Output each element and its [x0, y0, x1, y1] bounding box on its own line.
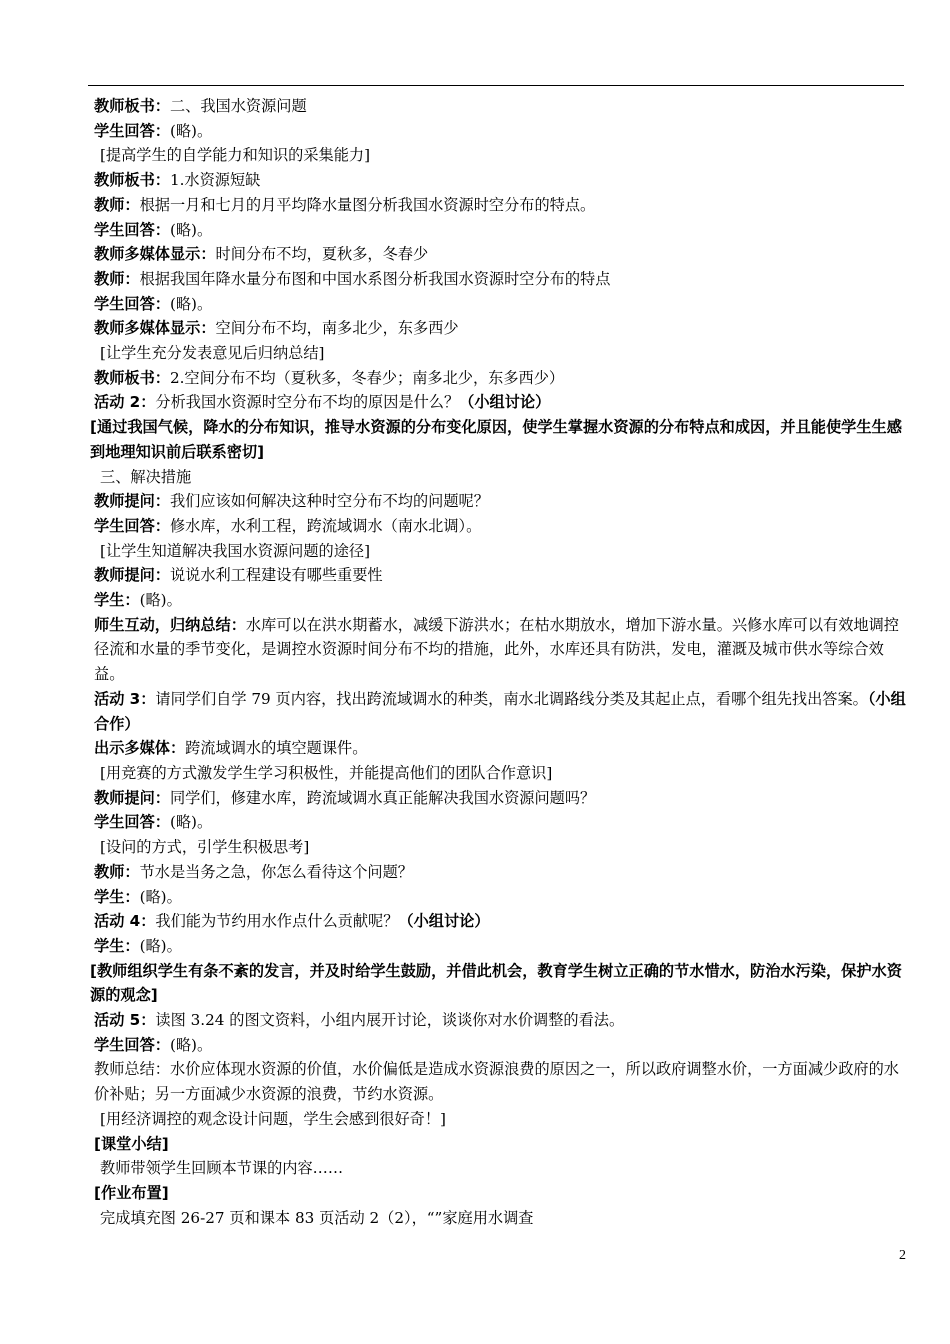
- text-line: [88, 119, 910, 144]
- line-label: 教师提问：: [94, 788, 170, 807]
- line-text: (略)。: [139, 591, 182, 610]
- activity-3-label: 活动 3：: [94, 689, 156, 708]
- text-line: [88, 539, 910, 564]
- line-label: 活动 4：: [94, 912, 156, 931]
- text-line: [88, 366, 910, 391]
- line-text: (略)。: [169, 294, 213, 313]
- line-text: (略)。: [169, 121, 213, 140]
- section-activity-5: [88, 1008, 910, 1057]
- bold-note-climate: [通过我国气候，降水的分布知识，推导水资源的分布变化原因，使学生掌握水资源的分布特点和成因，并且能使学生生感到地理知识前后联系密切]: [90, 418, 902, 461]
- line-text: [让学生充分发表意见后归纳总结]: [100, 344, 325, 363]
- line-label: 教师提问：: [94, 566, 170, 585]
- line-text: [让学生知道解决我国水资源问题的途径]: [100, 541, 371, 560]
- line-label: 出示多媒体：: [94, 739, 186, 758]
- summary-text: 水库可以在洪水期蓄水，减缓下游洪水；在枯水期放水，增加下游水量。兴修水库可以有效地调控径流和水量的季节变化，是调控水资源时间分布不均的措施，此外，水库还具有防洪，发电，灌溉及城市供水等综合效益。: [94, 615, 899, 684]
- line-text: 修水库，水利工程，跨流域调水（南水北调）。: [169, 516, 482, 535]
- line-text: (略)。: [169, 813, 213, 832]
- section-discussion: [88, 736, 910, 958]
- text-line: [88, 761, 910, 786]
- line-label: 教师：: [94, 269, 140, 288]
- text-line: [88, 390, 910, 415]
- line-text: 1.水资源短缺: [169, 171, 261, 190]
- line-label: 教师板书：: [94, 368, 170, 387]
- text-line: [88, 786, 910, 811]
- line-text: 根据我国年降水量分布图和中国水系图分析我国水资源时空分布的特点: [139, 269, 611, 288]
- line-label: 教师：: [94, 862, 140, 881]
- line-text: [提高学生的自学能力和知识的采集能力]: [100, 146, 371, 165]
- line-label: 教师多媒体显示：: [94, 245, 216, 264]
- homework-text: 完成填充图 26-27 页和课本 83 页活动 2（2），“”家庭用水调查: [100, 1208, 534, 1227]
- line-text: 跨流域调水的填空题课件。: [185, 739, 368, 758]
- line-text: (略)。: [139, 887, 182, 906]
- text-line: [88, 736, 910, 761]
- text-line: [88, 267, 910, 292]
- line-label: 学生：: [94, 887, 140, 906]
- line-label: 学生回答：: [94, 813, 170, 832]
- line-text: 时间分布不均，夏秋多，冬春少: [215, 245, 429, 264]
- line-text: 三、解决措施: [100, 467, 192, 486]
- teacher-summary: 教师总结：水价应体现水资源的价值，水价偏低是造成水资源浪费的原因之一，所以政府调整水价，一方面减少政府的水价补贴；另一方面减少水资源的浪费，节约水资源。: [94, 1060, 899, 1104]
- text-line: [88, 1008, 910, 1033]
- text-line: [88, 588, 910, 613]
- text-line: [88, 810, 910, 835]
- line-label: 学生回答：: [94, 1035, 170, 1054]
- text-line: [88, 242, 910, 267]
- line-label: 教师：: [94, 195, 140, 214]
- text-line: [88, 218, 910, 243]
- text-line: [88, 465, 910, 490]
- text-line: [88, 885, 910, 910]
- line-text: 空间分布不均，南多北少，东多西少: [215, 319, 459, 338]
- line-text: (略)。: [169, 220, 213, 239]
- text-line: [88, 292, 910, 317]
- line-text: 根据一月和七月的月平均降水量图分析我国水资源时空分布的特点。: [139, 195, 596, 214]
- line-label: 学生回答：: [94, 516, 170, 535]
- text-line: [88, 168, 910, 193]
- summary-label: 师生互动，归纳总结：: [94, 615, 246, 634]
- activity-3-paragraph: [88, 687, 910, 736]
- line-label: 教师多媒体显示：: [94, 319, 216, 338]
- line-text: (略)。: [169, 1035, 213, 1054]
- text-line: [88, 316, 910, 341]
- line-text: 分析我国水资源时空分布不均的原因是什么？: [155, 393, 460, 412]
- text-line: [88, 909, 910, 934]
- line-label: 学生：: [94, 936, 140, 955]
- bold-note-education: [教师组织学生有条不紊的发言，并及时给学生鼓励，并借此机会，教育学生树立正确的节水惜水，防治水污染，保护水资源的观念]: [90, 961, 902, 1005]
- page-number: 2: [899, 1248, 906, 1263]
- line-text: 同学们，修建水库，跨流域调水真正能解决我国水资源问题吗？: [169, 788, 596, 807]
- line-label: 学生回答：: [94, 220, 170, 239]
- note-economics: [用经济调控的观念设计问题，学生会感到很好奇！]: [100, 1109, 446, 1128]
- text-line: [88, 563, 910, 588]
- text-line: [88, 341, 910, 366]
- line-text: 我们能为节约用水作点什么贡献呢？: [155, 912, 399, 931]
- line-text: 我们应该如何解决这种时空分布不均的问题呢？: [169, 492, 489, 511]
- text-line: [88, 143, 910, 168]
- header-rule: [88, 85, 904, 86]
- summary-paragraph: [88, 613, 910, 687]
- text-line: [88, 94, 910, 119]
- text-line: [88, 193, 910, 218]
- line-label: 活动 5：: [94, 1011, 156, 1030]
- line-tail: （小组讨论）: [459, 393, 551, 412]
- text-line: [88, 514, 910, 539]
- class-summary-heading: [课堂小结]: [94, 1134, 169, 1153]
- line-text: (略)。: [139, 936, 182, 955]
- line-label: 教师板书：: [94, 171, 170, 190]
- line-text: 读图 3.24 的图文资料，小组内展开讨论，谈谈你对水价调整的看法。: [155, 1011, 625, 1030]
- class-summary-text: 教师带领学生回顾本节课的内容……: [100, 1159, 343, 1178]
- line-label: 学生回答：: [94, 294, 170, 313]
- line-tail: （小组讨论）: [398, 912, 490, 931]
- text-line: [88, 1033, 910, 1058]
- text-line: [88, 835, 910, 860]
- homework-heading: [作业布置]: [94, 1183, 169, 1202]
- activity-3-tail: （小组合作）: [94, 689, 906, 733]
- section-solutions: [88, 465, 910, 613]
- line-text: [用竞赛的方式激发学生学习积极性，并能提高他们的团队合作意识]: [100, 763, 553, 782]
- line-label: 教师提问：: [94, 492, 170, 511]
- line-text: 2.空间分布不均（夏秋多，冬春少；南多北少，东多西少）: [169, 368, 565, 387]
- line-label: 教师板书：: [94, 97, 170, 115]
- line-text: 二、我国水资源问题: [169, 97, 307, 115]
- line-label: 活动 2：: [94, 393, 156, 412]
- line-label: 学生：: [94, 591, 140, 610]
- line-text: 节水是当务之急，你怎么看待这个问题？: [139, 862, 413, 881]
- text-line: [88, 489, 910, 514]
- line-label: 学生回答：: [94, 121, 170, 140]
- document-body: [88, 94, 910, 1230]
- text-line: [88, 860, 910, 885]
- section-water-problems: [88, 94, 910, 415]
- line-text: 说说水利工程建设有哪些重要性: [169, 566, 383, 585]
- line-text: [设问的方式，引学生积极思考]: [100, 838, 310, 857]
- activity-3-text: 请同学们自学 79 页内容，找出跨流域调水的种类，南水北调路线分类及其起止点，看哪个组先找出答案。: [155, 689, 868, 708]
- text-line: [88, 934, 910, 959]
